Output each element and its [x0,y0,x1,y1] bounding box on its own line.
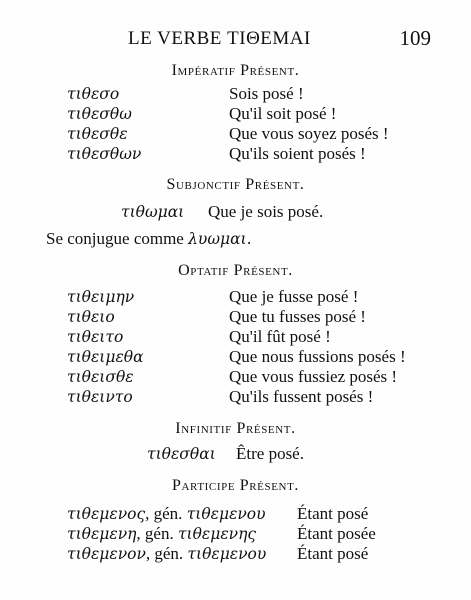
optatif-french-1: Que je fusse posé ! [229,287,359,306]
optatif-greek-1: τιθειμην [67,288,135,306]
infinitif-french-1: Être posé. [236,444,304,463]
subjonctif-greek-1: τιθωμαι [121,203,185,221]
participe-french-2: Étant posée [297,524,376,543]
running-head-title: LE VERBE ΤΙΘΕΜΑΙ [128,28,311,49]
imperatif-french-4: Qu'ils soient posés ! [229,144,366,163]
optatif-french-6: Qu'ils fussent posés ! [229,387,374,406]
optatif-greek-2: τιθειο [67,308,115,326]
participe-french-3: Étant posé [297,544,369,563]
running-head [0,26,471,54]
section-heading-participe: Participe Présent. [172,477,299,494]
imperatif-french-1: Sois posé ! [229,84,304,103]
optatif-french-5: Que vous fussiez posés ! [229,367,398,386]
imperatif-greek-3: τιθεσθε [67,125,128,143]
imperatif-french-3: Que vous soyez posés ! [229,124,389,143]
optatif-french-2: Que tu fusses posé ! [229,307,366,326]
participe-forms-1: τιθεμενος, gén. τιθεμενου [67,504,266,523]
imperatif-greek-4: τιθεσθων [67,145,142,163]
optatif-french-3: Qu'il fût posé ! [229,327,331,346]
participe-forms-3: τιθεμενον, gén. τιθεμενου [67,544,267,563]
subjonctif-french-1: Que je sois posé. [208,202,324,221]
note-text: Se conjugue comme [46,229,189,248]
infinitif-greek-1: τιθεσθαι [147,445,216,463]
section-heading-optatif: Optatif Présent. [178,262,293,279]
optatif-greek-4: τιθειμεθα [67,348,144,366]
participe-forms-2: τιθεμενη, gén. τιθεμενης [67,524,257,543]
imperatif-greek-2: τιθεσθω [67,105,132,123]
imperatif-greek-1: τιθεσο [67,85,120,103]
page-number: 109 [399,26,431,50]
note-greek: λυωμαι. [188,230,252,248]
conjugation-note [46,229,252,249]
participe-french-1: Étant posé [297,504,369,523]
optatif-french-4: Que nous fussions posés ! [229,347,406,366]
section-heading-infinitif: Infinitif Présent. [175,420,296,437]
section-heading-subjonctif: Subjonctif Présent. [166,176,305,193]
optatif-greek-3: τιθειτο [67,328,124,346]
optatif-greek-6: τιθειντο [67,388,133,406]
optatif-greek-5: τιθεισθε [67,368,134,386]
section-heading-imperatif: Impératif Présent. [171,62,300,79]
imperatif-french-2: Qu'il soit posé ! [229,104,337,123]
